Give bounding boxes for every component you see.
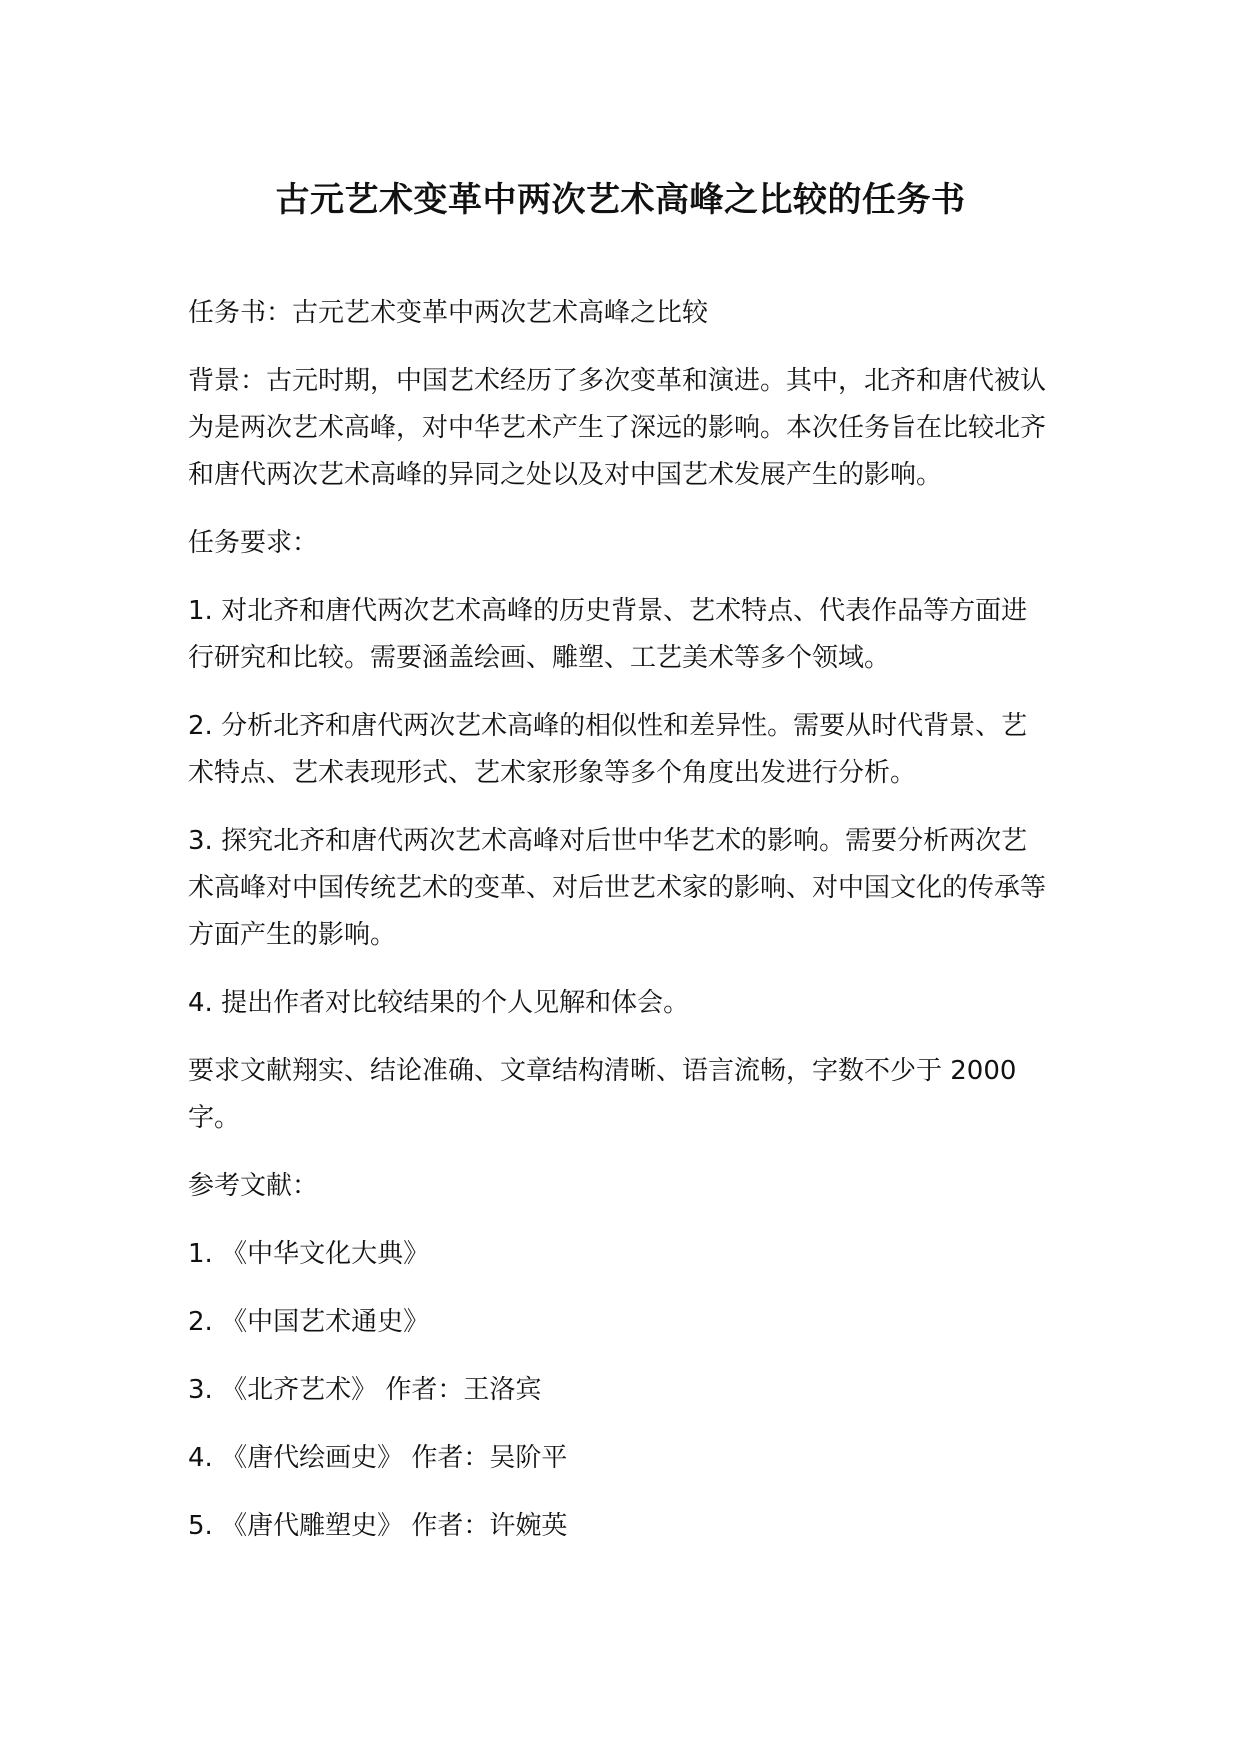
task-line: 任务书：古元艺术变革中两次艺术高峰之比较 xyxy=(188,298,709,328)
document-body xyxy=(188,290,1052,1571)
requirement-item: 3. 探究北齐和唐代两次艺术高峰对后世中华艺术的影响。需要分析两次艺术高峰对中国传统艺术的变革、对后世艺术家的影响、对中国文化的传承等方面产生的影响。 xyxy=(188,826,1047,950)
requirement-item: 4. 提出作者对比较结果的个人见解和体会。 xyxy=(188,988,690,1018)
writing-requirement: 要求文献翔实、结论准确、文章结构清晰、语言流畅，字数不少于 2000 字。 xyxy=(188,1056,1017,1133)
reference-item: 1. 《中华文化大典》 xyxy=(188,1239,430,1269)
reference-item: 4. 《唐代绘画史》 作者：吴阶平 xyxy=(188,1443,568,1473)
requirements-heading: 任务要求： xyxy=(188,528,319,558)
references-heading: 参考文献： xyxy=(188,1171,319,1201)
reference-item: 3. 《北齐艺术》 作者：王洛宾 xyxy=(188,1375,542,1405)
requirement-item: 2. 分析北齐和唐代两次艺术高峰的相似性和差异性。需要从时代背景、艺术特点、艺术表现形式、艺术家形象等多个角度出发进行分析。 xyxy=(188,711,1028,788)
reference-item: 5. 《唐代雕塑史》 作者：许婉英 xyxy=(188,1511,568,1541)
requirement-item: 1. 对北齐和唐代两次艺术高峰的历史背景、艺术特点、代表作品等方面进行研究和比较。需要涵盖绘画、雕塑、工艺美术等多个领域。 xyxy=(188,596,1028,673)
document-title: 古元艺术变革中两次艺术高峰之比较的任务书 xyxy=(275,180,966,220)
reference-item: 2. 《中国艺术通史》 xyxy=(188,1307,430,1337)
background-paragraph: 背景：古元时期，中国艺术经历了多次变革和演进。其中，北齐和唐代被认为是两次艺术高峰，对中华艺术产生了深远的影响。本次任务旨在比较北齐和唐代两次艺术高峰的异同之处以及对中国艺术发展产生的影响。 xyxy=(188,366,1047,490)
